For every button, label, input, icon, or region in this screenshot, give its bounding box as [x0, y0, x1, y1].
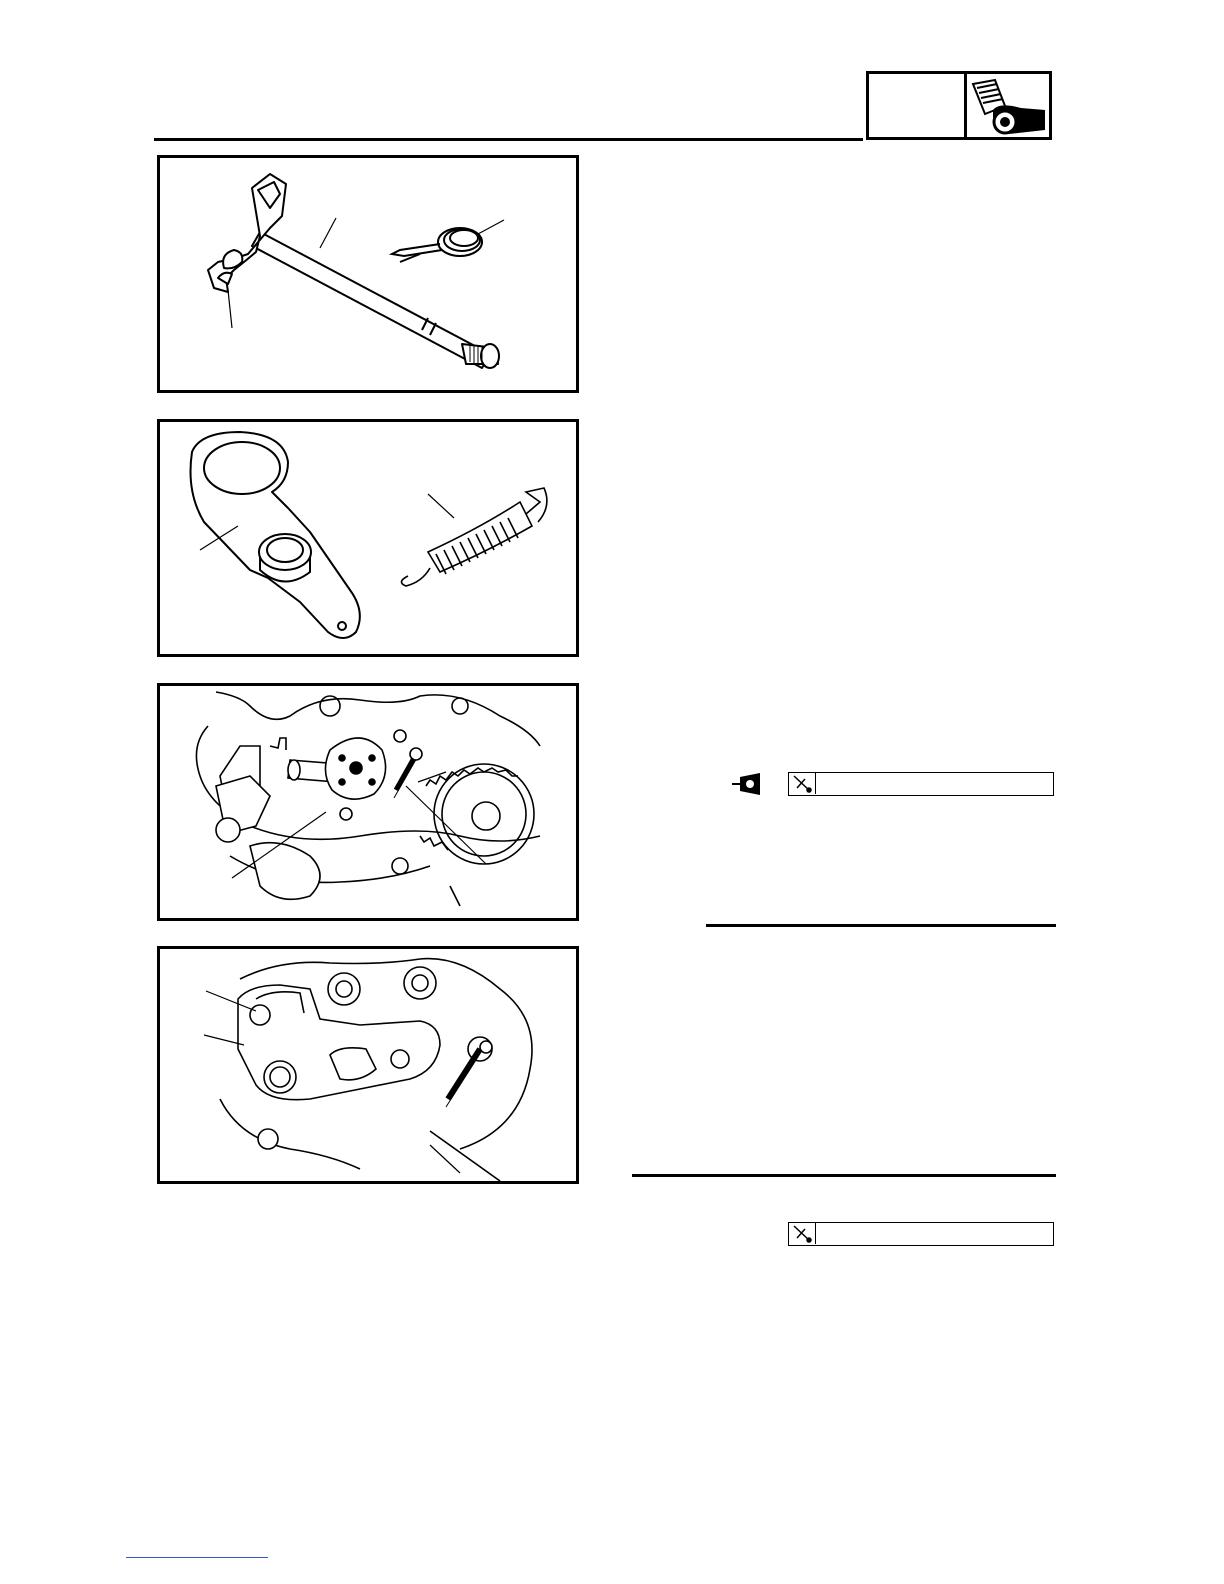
section-label	[869, 74, 967, 137]
figure-shift-guide-installed	[157, 946, 579, 1184]
figure-stopper-lever	[157, 419, 579, 657]
header-rule	[154, 138, 863, 141]
section-rule-1	[706, 924, 1056, 927]
figure-shift-shaft	[157, 155, 579, 393]
thread-lock-icon	[732, 771, 762, 797]
torque-spec-box-1	[788, 772, 1054, 796]
torque-wrench-icon	[789, 773, 816, 794]
torque-spec-box-2	[788, 1222, 1054, 1246]
transmission-shift-icon	[965, 74, 1049, 137]
footer-link[interactable]	[126, 1557, 268, 1558]
torque-wrench-icon	[789, 1223, 816, 1244]
section-rule-2	[632, 1174, 1056, 1177]
figure-shift-shaft-installed	[157, 683, 579, 921]
section-tab	[866, 71, 1052, 140]
